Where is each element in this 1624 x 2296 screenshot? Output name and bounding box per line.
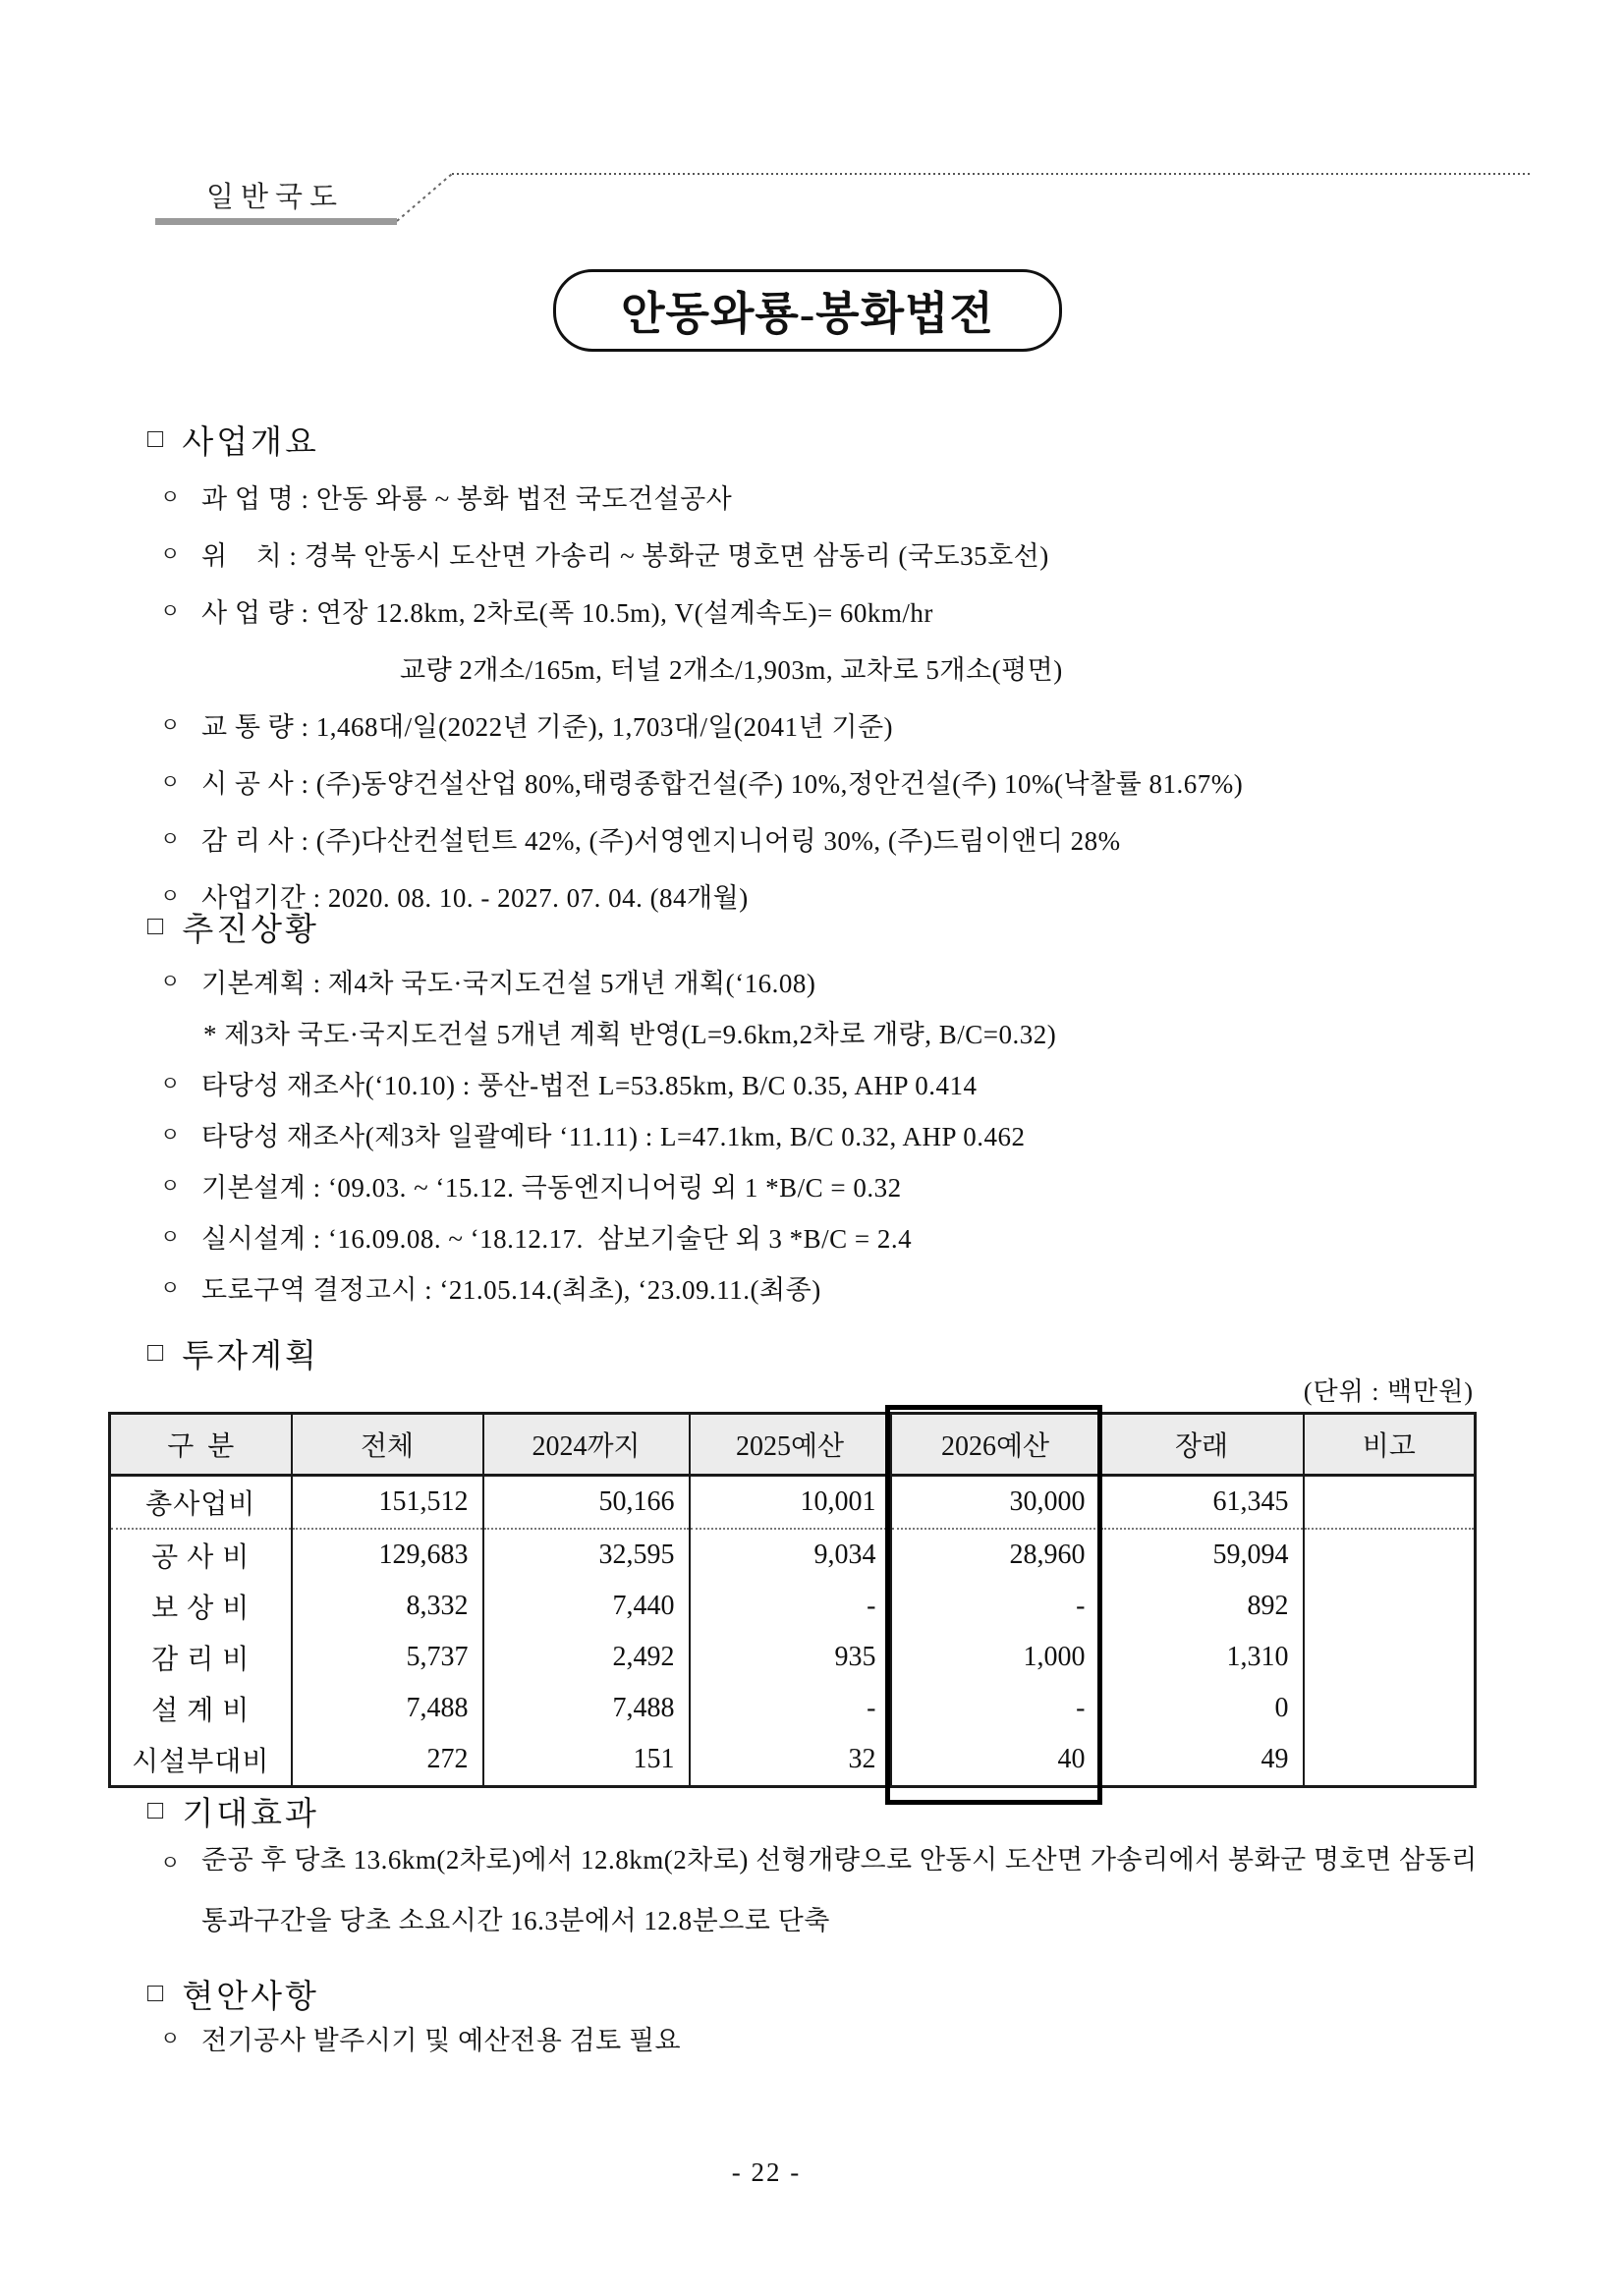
table-row (110, 1581, 1476, 1632)
list-item (160, 582, 1536, 639)
bullet-icon: ㅇ (160, 2027, 181, 2050)
cell-highlighted: - (891, 1683, 1100, 1734)
issues-items (160, 2012, 1536, 2063)
section-heading-text: 현안사항 (182, 1980, 319, 2015)
list-item-text: 준공 후 당초 13.6km(2차로)에서 12.8km(2차로) 선형개량으로 안동시 도산면 가송리에서 봉화군 명호면 삼동리 통과구간을 당초 소요시간 16.3분에서 12.8분으로 단축 (201, 1845, 1484, 1935)
list-item-text: 시 공 사 : (주)동양건설산업 80%,태령종합건설(주) 10%,정안건설(주) 10%(낙찰률 81.67%) (201, 768, 1244, 799)
bullet-icon: ㅇ (160, 1072, 181, 1095)
cell: - (690, 1683, 891, 1734)
cell: 5,737 (292, 1632, 483, 1683)
investment-table-wrapper (108, 1412, 1474, 1788)
list-item-text: 사업기간 : 2020. 08. 10. - 2027. 07. 04. (84개월) (201, 882, 749, 913)
list-item (160, 525, 1536, 582)
section-heading-investment (147, 1330, 319, 1376)
table-unit-note: (단위 : 백만원) (1303, 1377, 1474, 1406)
cell: 892 (1100, 1581, 1304, 1632)
cell (1304, 1683, 1476, 1734)
cell: 7,440 (483, 1581, 690, 1632)
section-heading-text: 사업개요 (182, 425, 319, 461)
row-label: 설 계 비 (151, 1696, 251, 1726)
cell: 10,001 (690, 1476, 891, 1530)
category-tab-underline (155, 218, 397, 225)
list-item (160, 1108, 1536, 1159)
cell (1304, 1734, 1476, 1787)
list-item (160, 2012, 1536, 2063)
bullet-icon: ㅇ (160, 884, 181, 908)
cell: 32 (690, 1734, 891, 1787)
list-item-text: * 제3차 국도·국지도건설 5개년 계획 반영(L=9.6km,2차로 개량, B/C=0.32) (203, 1019, 1057, 1049)
table-row (110, 1683, 1476, 1734)
row-label: 시설부대비 (132, 1747, 270, 1777)
col-header: 2024까지 (483, 1414, 690, 1476)
table-row (110, 1476, 1476, 1530)
bullet-icon: ㅇ (160, 1123, 181, 1147)
cell-highlighted: 28,960 (891, 1529, 1100, 1581)
project-title-box (553, 269, 1062, 352)
list-item-text: 교 통 량 : 1,468대/일(2022년 기준), 1,703대/일(2041년 기준) (201, 711, 894, 742)
list-item-text: 기본계획 : 제4차 국도·국지도건설 5개년 개획(‘16.08) (201, 968, 816, 998)
cell-highlighted: 30,000 (891, 1476, 1100, 1530)
cell (1304, 1529, 1476, 1581)
col-header-highlighted: 2026예산 (891, 1414, 1100, 1476)
cell: 0 (1100, 1683, 1304, 1734)
col-header: 장래 (1100, 1414, 1304, 1476)
section-heading-text: 추진상황 (182, 913, 319, 948)
section-heading-effect (147, 1788, 319, 1834)
row-label: 감 리 비 (151, 1645, 251, 1675)
list-item-text: 위 치 : 경북 안동시 도산면 가송리 ~ 봉화군 명호면 삼동리 (국도35호선) (201, 540, 1049, 571)
cell: 935 (690, 1632, 891, 1683)
list-item-text: 과 업 명 : 안동 와룡 ~ 봉화 법전 국도건설공사 (201, 483, 733, 514)
cell: 59,094 (1100, 1529, 1304, 1581)
cell (1304, 1476, 1476, 1530)
list-item-text: 도로구역 결정고시 : ‘21.05.14.(최초), ‘23.09.11.(최종) (201, 1274, 821, 1305)
list-item (160, 753, 1536, 810)
list-item (160, 1210, 1536, 1261)
col-header: 2025예산 (690, 1414, 891, 1476)
cell-highlighted: - (891, 1581, 1100, 1632)
progress-items (160, 955, 1536, 1313)
list-item (160, 1829, 1536, 1951)
bullet-icon: ㅇ (160, 770, 181, 794)
list-item (160, 1057, 1536, 1108)
investment-table (108, 1412, 1477, 1788)
col-header: 구 분 (110, 1414, 292, 1476)
bullet-icon: ㅇ (160, 1174, 181, 1198)
effect-items (160, 1829, 1536, 1951)
project-title: 안동와룡-봉화법전 (621, 289, 994, 339)
cell-highlighted: 1,000 (891, 1632, 1100, 1683)
bullet-icon: ㅇ (160, 1225, 181, 1249)
cell-highlighted: 40 (891, 1734, 1100, 1787)
section-heading-text: 투자계획 (182, 1339, 319, 1374)
cell (1304, 1581, 1476, 1632)
list-item-text: 사 업 량 : 연장 12.8km, 2차로(폭 10.5m), V(설계속도)= 60km/hr (201, 597, 933, 628)
overview-items (160, 468, 1536, 924)
row-label: 보 상 비 (151, 1594, 251, 1624)
cell: 7,488 (292, 1683, 483, 1734)
cell: 129,683 (292, 1529, 483, 1581)
category-tab-label: 일반국도 (206, 182, 345, 213)
bullet-icon: ㅇ (160, 485, 181, 509)
bullet-icon: ㅇ (160, 599, 181, 623)
list-item (160, 810, 1536, 867)
bullet-icon: ㅇ (160, 713, 181, 737)
bullet-icon: ㅇ (160, 970, 181, 993)
bullet-icon: ㅇ (160, 1276, 181, 1300)
cell: 32,595 (483, 1529, 690, 1581)
table-row (110, 1734, 1476, 1787)
cell: 2,492 (483, 1632, 690, 1683)
list-item (160, 1261, 1536, 1313)
cell: 272 (292, 1734, 483, 1787)
table-header-row (110, 1414, 1476, 1476)
list-item (160, 867, 1536, 924)
square-marker-icon: □ (147, 423, 167, 453)
list-item-note (160, 1006, 1536, 1057)
list-item (160, 468, 1536, 525)
list-item-text: 기본설계 : ‘09.03. ~ ‘15.12. 극동엔지니어링 외 1 *B/C = 0.32 (201, 1172, 902, 1203)
list-item-text: 타당성 재조사(‘10.10) : 풍산-법전 L=53.85km, B/C 0.35, AHP 0.414 (201, 1070, 978, 1100)
list-item-text: 감 리 사 : (주)다산컨설턴트 42%, (주)서영엔지니어링 30%, (주)드림이앤디 28% (201, 825, 1121, 856)
table-row (110, 1632, 1476, 1683)
list-item (160, 955, 1536, 1006)
square-marker-icon: □ (147, 1978, 167, 2007)
cell: 8,332 (292, 1581, 483, 1632)
section-heading-progress (147, 904, 319, 950)
list-item-text: 실시설계 : ‘16.09.08. ~ ‘18.12.17. 삼보기술단 외 3 *B/C = 2.4 (201, 1223, 913, 1254)
bullet-icon: ㅇ (160, 542, 181, 566)
cell (1304, 1632, 1476, 1683)
square-marker-icon: □ (147, 1795, 167, 1824)
list-item-text: 교량 2개소/165m, 터널 2개소/1,903m, 교차로 5개소(평면) (400, 654, 1063, 685)
section-heading-issues (147, 1971, 319, 2017)
list-item-text: 전기공사 발주시기 및 예산전용 검토 필요 (201, 2025, 682, 2055)
cell: 49 (1100, 1734, 1304, 1787)
cell: 151 (483, 1734, 690, 1787)
cell: 61,345 (1100, 1476, 1304, 1530)
cell: - (690, 1581, 891, 1632)
cell: 7,488 (483, 1683, 690, 1734)
square-marker-icon: □ (147, 911, 167, 940)
table-row (110, 1529, 1476, 1581)
bullet-icon: ㅇ (160, 1851, 181, 1875)
row-label: 공 사 비 (151, 1542, 251, 1573)
cell: 151,512 (292, 1476, 483, 1530)
row-label: 총사업비 (110, 1476, 292, 1530)
cell: 1,310 (1100, 1632, 1304, 1683)
square-marker-icon: □ (147, 1337, 167, 1367)
section-heading-text: 기대효과 (182, 1797, 319, 1832)
list-item (160, 696, 1536, 753)
section-heading-overview (147, 417, 319, 463)
list-item (160, 1159, 1536, 1210)
list-item-continuation (160, 639, 1536, 696)
cell: 9,034 (690, 1529, 891, 1581)
col-header: 전체 (292, 1414, 483, 1476)
list-item-text: 타당성 재조사(제3차 일괄예타 ‘11.11) : L=47.1km, B/C 0.32, AHP 0.462 (201, 1121, 1026, 1151)
cell: 50,166 (483, 1476, 690, 1530)
page-number: - 22 - (731, 2157, 802, 2187)
col-header: 비고 (1304, 1414, 1476, 1476)
bullet-icon: ㅇ (160, 827, 181, 851)
